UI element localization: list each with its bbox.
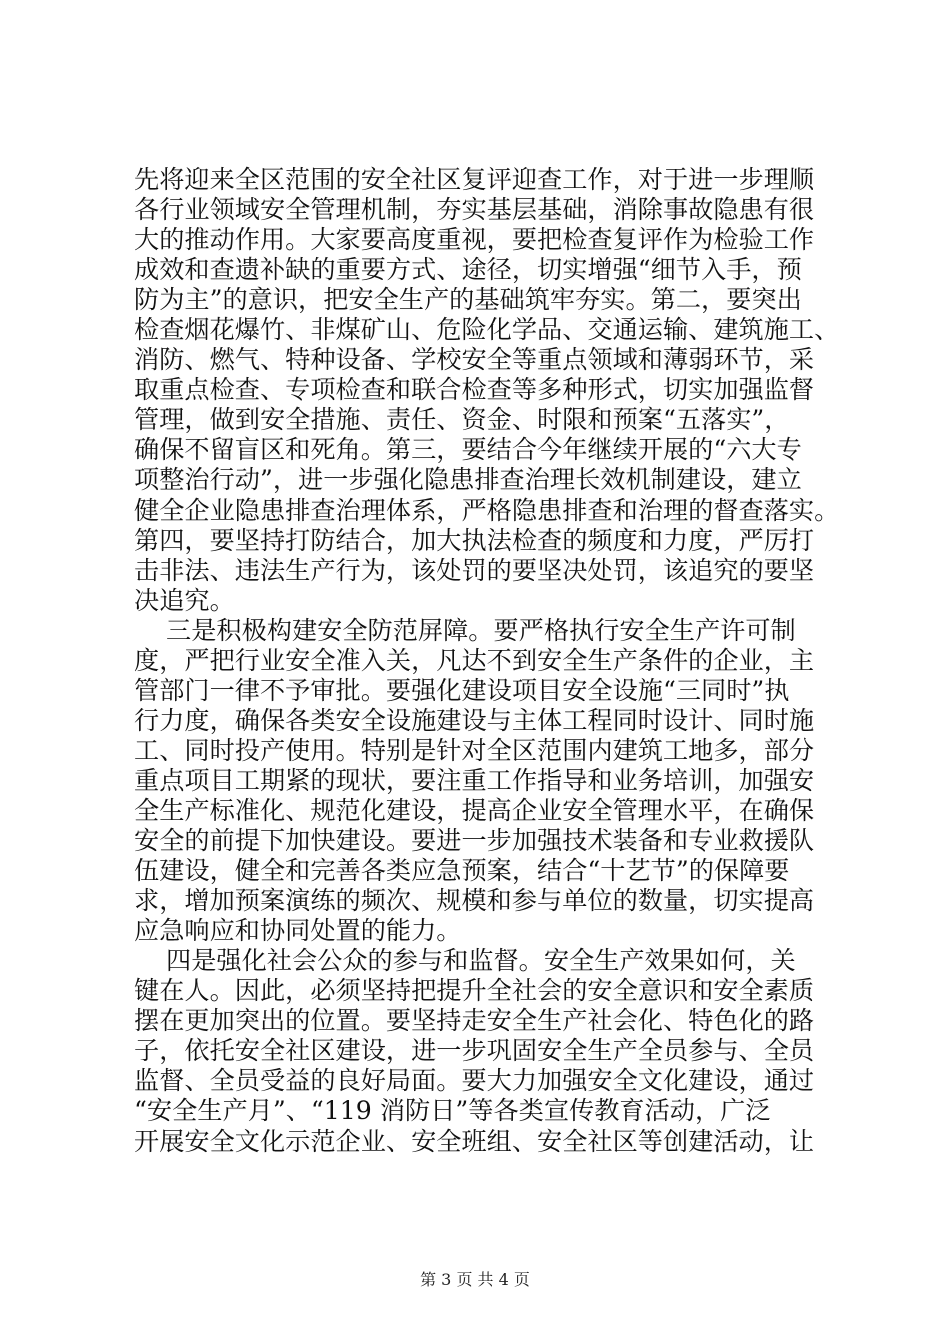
- text-line: 度，严把行业安全准入关，凡达不到安全生产条件的企业，主: [134, 645, 815, 675]
- text-line: 监督、全员受益的良好局面。要大力加强安全文化建设，通过: [134, 1066, 815, 1096]
- text-line: 求，增加预案演练的频次、规模和参与单位的数量，切实提高: [134, 886, 815, 916]
- text-line: 第四，要坚持打防结合，加大执法检查的频度和力度，严厉打: [134, 525, 815, 555]
- text-line: 管部门一律不予审批。要强化建设项目安全设施“三同时”执: [134, 675, 790, 705]
- text-line: 健全企业隐患排查治理体系，严格隐患排查和治理的督查落实。: [134, 495, 840, 525]
- text-line: 伍建设，健全和完善各类应急预案，结合“十艺节”的保障要: [134, 856, 790, 886]
- text-line: 重点项目工期紧的现状，要注重工作指导和业务培训，加强安: [134, 765, 815, 795]
- text-line: 四是强化社会公众的参与和监督。安全生产效果如何，关: [134, 946, 796, 976]
- text-line: 安全的前提下加快建设。要进一步加强技术装备和专业救援队: [134, 826, 815, 856]
- text-line: 行力度，确保各类安全设施建设与主体工程同时设计、同时施: [134, 705, 815, 735]
- text-line: 大的推动作用。大家要高度重视，要把检查复评作为检验工作: [134, 225, 815, 255]
- text-line: “安全生产月”、“119 消防日”等各类宣传教育活动，广泛: [134, 1096, 771, 1126]
- text-line: 三是积极构建安全防范屏障。要严格执行安全生产许可制: [134, 615, 796, 645]
- body-text: [134, 165, 846, 1157]
- text-line: 成效和查遗补缺的重要方式、途径，切实增强“细节入手，预: [134, 255, 802, 285]
- text-line: 管理，做到安全措施、责任、资金、时限和预案“五落实”，: [134, 405, 790, 435]
- text-line: 确保不留盲区和死角。第三，要结合今年继续开展的“六大专: [134, 435, 802, 465]
- text-line: 消防、燃气、特种设备、学校安全等重点领域和薄弱环节，采: [134, 345, 815, 375]
- text-line: 击非法、违法生产行为，该处罚的要坚决处罚，该追究的要坚: [134, 555, 815, 585]
- text-line: 应急响应和协同处置的能力。: [134, 916, 462, 946]
- text-line: 开展安全文化示范企业、安全班组、安全社区等创建活动，让: [134, 1126, 815, 1156]
- text-line: 取重点检查、专项检查和联合检查等多种形式，切实加强监督: [134, 375, 815, 405]
- text-line: 防为主”的意识，把安全生产的基础筑牢夯实。第二，要突出: [134, 285, 802, 315]
- text-line: 子，依托安全社区建设，进一步巩固安全生产全员参与、全员: [134, 1036, 815, 1066]
- page-footer: 第 3 页 共 4 页: [420, 1270, 530, 1289]
- text-line: 先将迎来全区范围的安全社区复评迎查工作，对于进一步理顺: [134, 165, 815, 194]
- text-line: 各行业领域安全管理机制，夯实基层基础，消除事故隐患有很: [134, 195, 815, 225]
- text-line: 工、同时投产使用。特别是针对全区范围内建筑工地多，部分: [134, 735, 815, 765]
- text-line: 摆在更加突出的位置。要坚持走安全生产社会化、特色化的路: [134, 1006, 815, 1036]
- text-line: 决追究。: [134, 585, 235, 615]
- text-line: 项整治行动”，进一步强化隐患排查治理长效机制建设，建立: [134, 465, 802, 495]
- text-line: 检查烟花爆竹、非煤矿山、危险化学品、交通运输、建筑施工、: [134, 315, 840, 345]
- text-line: 全生产标准化、规范化建设，提高企业安全管理水平，在确保: [134, 795, 815, 825]
- text-line: 键在人。因此，必须坚持把提升全社会的安全意识和安全素质: [134, 976, 815, 1006]
